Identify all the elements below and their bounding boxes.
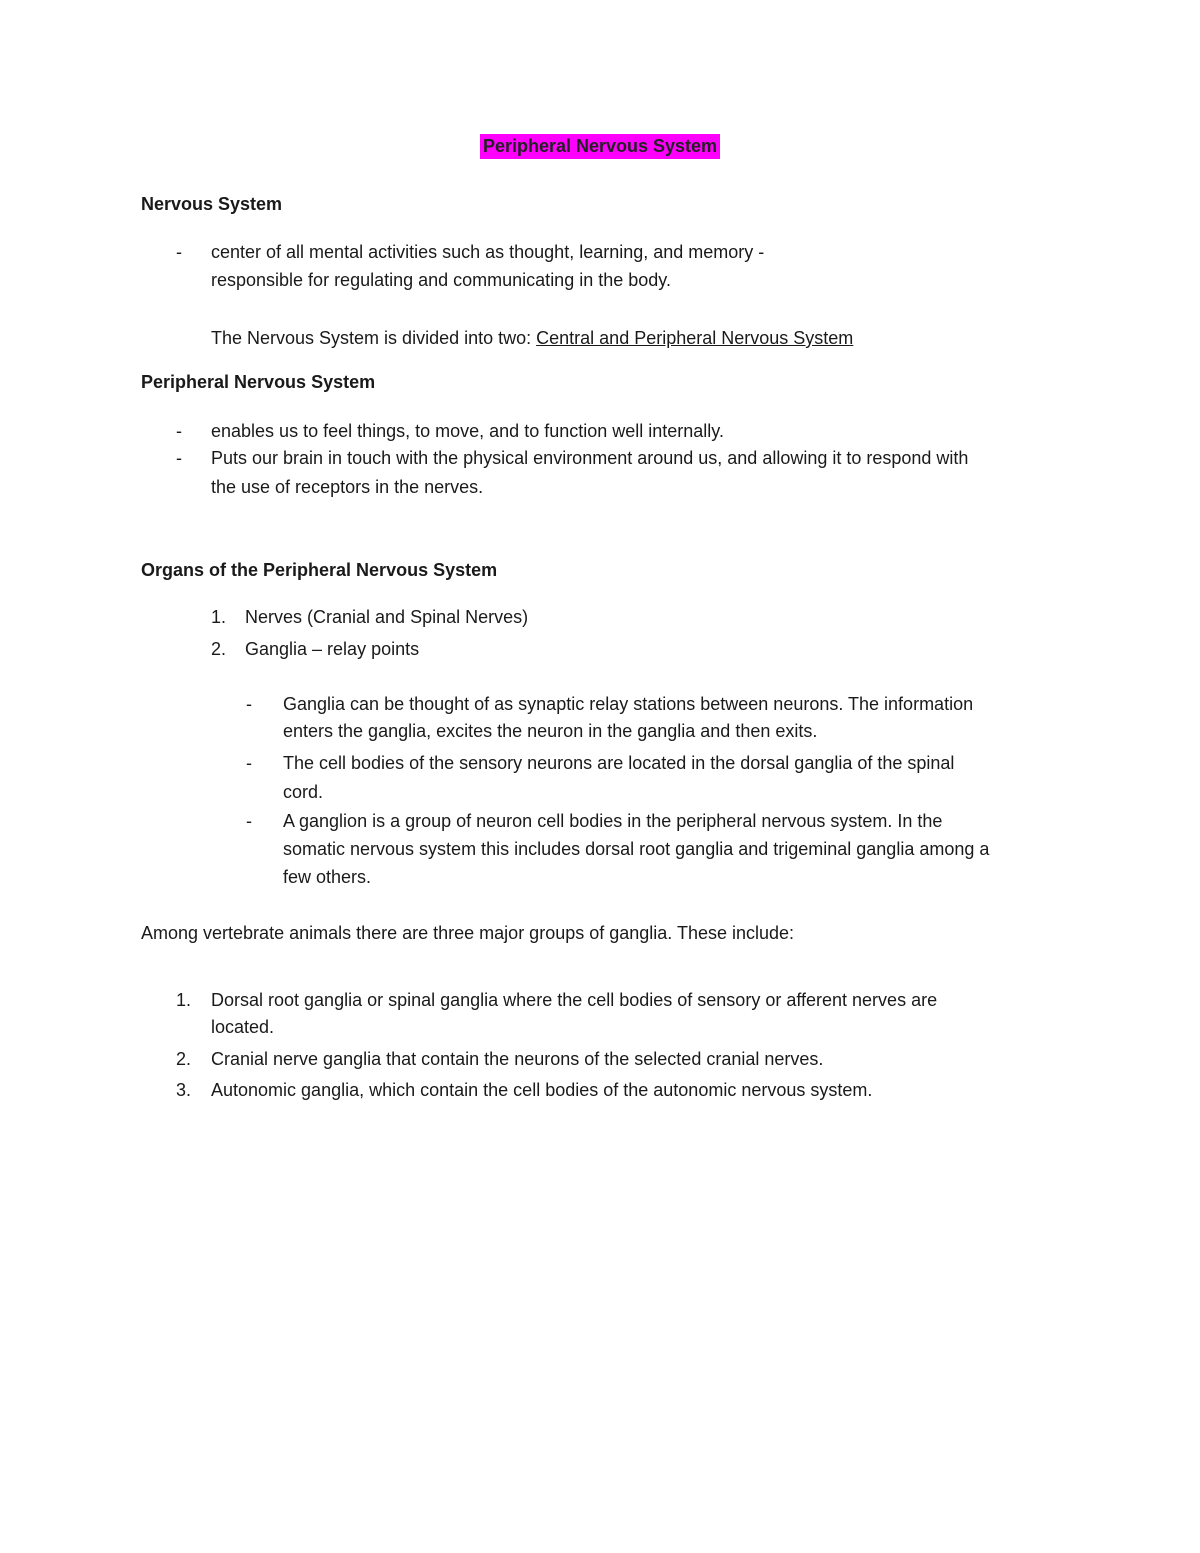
- page-title: Peripheral Nervous System: [480, 134, 720, 159]
- section-heading-organs: Organs of the Peripheral Nervous System: [141, 560, 498, 580]
- bullet-text-continued: responsible for regulating and communicating in the body.: [211, 270, 671, 290]
- list-item-text: Dorsal root ganglia or spinal ganglia where the cell bodies of sensory or afferent nerves are: [211, 990, 938, 1010]
- division-prefix: The Nervous System is divided into two:: [211, 328, 537, 348]
- title-container: [0, 134, 1200, 159]
- sub-bullet-text: A ganglion is a group of neuron cell bodies in the peripheral nervous system. In the: [283, 811, 943, 831]
- bullet-text-continued: the use of receptors in the nerves.: [211, 477, 484, 497]
- sub-bullet-text-continued: enters the ganglia, excites the neuron in the ganglia and then exits.: [283, 721, 818, 741]
- bullet-text: enables us to feel things, to move, and to function well internally.: [211, 421, 724, 441]
- sub-bullet-dash: -: [246, 811, 252, 831]
- list-number: 1.: [176, 990, 192, 1010]
- list-item-text: Ganglia – relay points: [245, 639, 420, 659]
- list-item-text-continued: located.: [211, 1017, 275, 1037]
- bullet-text: Puts our brain in touch with the physical environment around us, and allowing it to respond with: [211, 448, 969, 468]
- ganglia-groups-intro: Among vertebrate animals there are three major groups of ganglia. These include:: [141, 923, 795, 943]
- bullet-dash: -: [176, 421, 182, 441]
- sub-bullet-text-continued: somatic nervous system this includes dorsal root ganglia and trigeminal ganglia among a: [283, 839, 990, 859]
- sub-bullet-text-continued: few others.: [283, 867, 372, 887]
- list-number: 2.: [176, 1049, 192, 1069]
- section-heading-peripheral-nervous-system: Peripheral Nervous System: [141, 372, 376, 392]
- list-number: 1.: [211, 607, 227, 627]
- sub-bullet-text: Ganglia can be thought of as synaptic relay stations between neurons. The information: [283, 694, 974, 714]
- list-number: 3.: [176, 1080, 192, 1100]
- sub-bullet-dash: -: [246, 694, 252, 714]
- division-statement: [211, 327, 853, 349]
- bullet-dash: -: [176, 242, 182, 262]
- list-number: 2.: [211, 639, 227, 659]
- section-heading-nervous-system: Nervous System: [141, 194, 283, 214]
- sub-bullet-dash: -: [246, 753, 252, 773]
- bullet-dash: -: [176, 448, 182, 468]
- list-item-text: Autonomic ganglia, which contain the cell bodies of the autonomic nervous system.: [211, 1080, 873, 1100]
- bullet-text: center of all mental activities such as thought, learning, and memory -: [211, 242, 765, 262]
- division-underlined-text: Central and Peripheral Nervous System: [536, 328, 854, 348]
- list-item-text: Nerves (Cranial and Spinal Nerves): [245, 607, 529, 627]
- list-item-text: Cranial nerve ganglia that contain the neurons of the selected cranial nerves.: [211, 1049, 824, 1069]
- sub-bullet-text: The cell bodies of the sensory neurons are located in the dorsal ganglia of the spinal: [283, 753, 955, 773]
- sub-bullet-text-continued: cord.: [283, 782, 324, 802]
